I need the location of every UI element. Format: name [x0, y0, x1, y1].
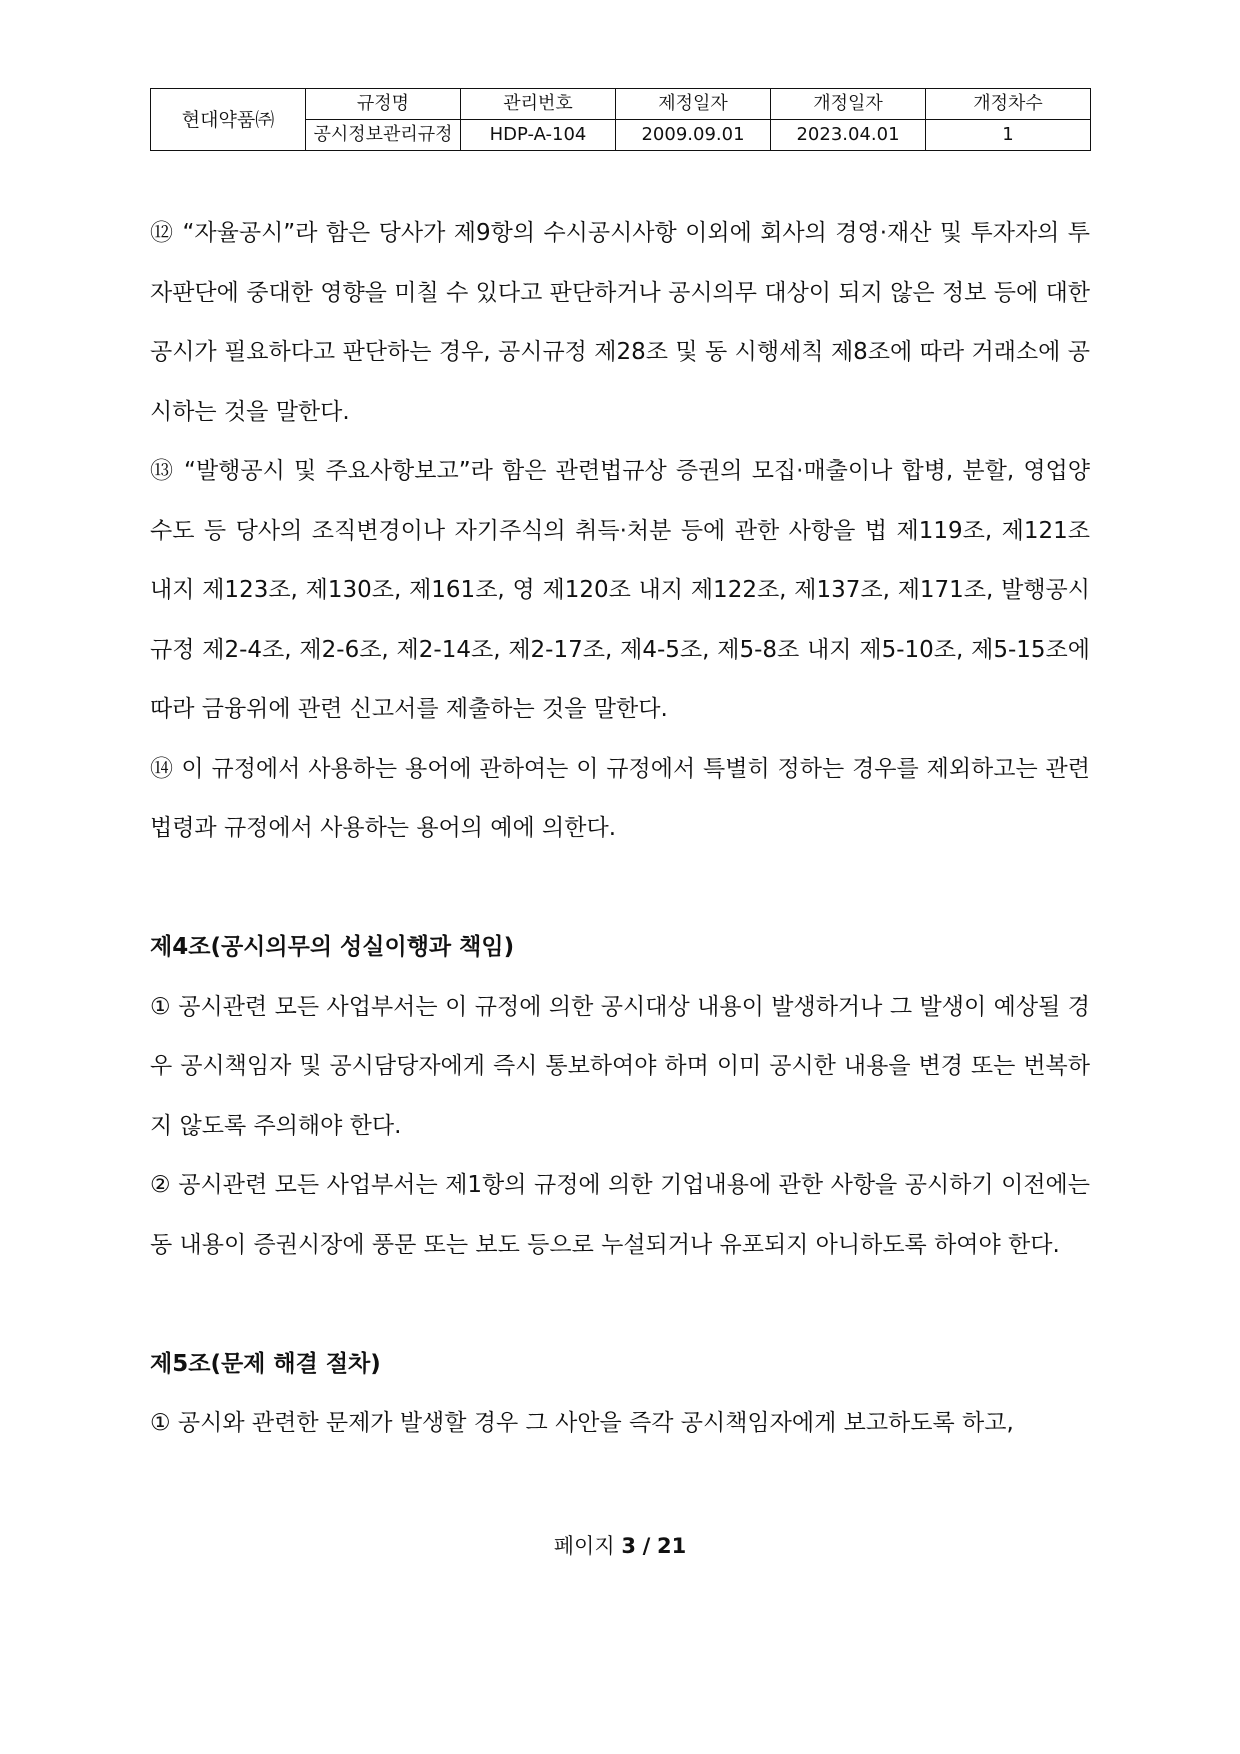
header-label-regulation-name: 규정명 — [306, 89, 461, 120]
page-label: 페이지 — [553, 1534, 615, 1558]
article-5-paragraph-1: ① 공시와 관련한 문제가 발생할 경우 그 사안을 즉각 공시책임자에게 보고하도록 하고, — [150, 1410, 1014, 1436]
document-header-table — [150, 88, 1091, 151]
article-4-heading: 제4조(공시의무의 성실이행과 책임) — [150, 934, 515, 960]
header-value-control-number: HDP-A-104 — [461, 120, 616, 151]
header-value-revision-date: 2023.04.01 — [771, 120, 926, 151]
section-gap — [150, 1275, 1090, 1335]
paragraph-12: ⑫ “자율공시”라 함은 당사가 제9항의 수시공시사항 이외에 회사의 경영·재산 및 투자자의 투자판단에 중대한 영향을 미칠 수 있다고 판단하거나 공시의무 대상이 되지 않은 정보 등에 대한 공시가 필요하다고 판단하는 경우, 공시규정 제28조 및 동 시행세칙 제8조에 따라 거래소에 공시하는 것을 말한다. — [150, 220, 1090, 425]
document-body — [150, 204, 1090, 1454]
page-number — [0, 1530, 1240, 1560]
header-value-enactment-date: 2009.09.01 — [616, 120, 771, 151]
header-label-revision-date: 개정일자 — [771, 89, 926, 120]
header-value-regulation-name: 공시정보관리규정 — [306, 120, 461, 151]
header-label-revision-number: 개정차수 — [926, 89, 1091, 120]
article-5-heading: 제5조(문제 해결 절차) — [150, 1350, 381, 1377]
header-value-revision-number: 1 — [926, 120, 1091, 151]
header-label-enactment-date: 제정일자 — [616, 89, 771, 120]
paragraph-14: ⑭ 이 규정에서 사용하는 용어에 관하여는 이 규정에서 특별히 정하는 경우를 제외하고는 관련법령과 규정에서 사용하는 용어의 예에 의한다. — [150, 755, 1090, 841]
header-label-control-number: 관리번호 — [461, 89, 616, 120]
current-page: 3 — [621, 1534, 636, 1558]
page-separator: / — [642, 1534, 651, 1558]
paragraph-13: ⑬ “발행공시 및 주요사항보고”라 함은 관련법규상 증권의 모집·매출이나 합병, 분할, 영업양수도 등 당사의 조직변경이나 자기주식의 취득·처분 등에 관한 사항을 법 제119조, 제121조 내지 제123조, 제130조, 제161조, 영 제120조 내지 제122조, 제137조, 제171조, 발행공시규정 제2-4조, 제2-6조, 제2-14조, 제2-17조, 제4-5조, 제5-8조 내지 제5-10조, 제5-15조에 따라 금융위에 관련 신고서를 제출하는 것을 말한다. — [150, 458, 1090, 722]
total-pages: 21 — [656, 1534, 687, 1558]
article-4-paragraph-2: ② 공시관련 모든 사업부서는 제1항의 규정에 의한 기업내용에 관한 사항을 공시하기 이전에는 동 내용이 증권시장에 풍문 또는 보도 등으로 누설되거나 유포되지 아니하도록 하여야 한다. — [150, 1172, 1090, 1258]
article-4-paragraph-1: ① 공시관련 모든 사업부서는 이 규정에 의한 공시대상 내용이 발생하거나 그 발생이 예상될 경우 공시책임자 및 공시담당자에게 즉시 통보하여야 하며 이미 공시한 내용을 변경 또는 번복하지 않도록 주의해야 한다. — [150, 993, 1090, 1139]
company-name: 현대약품㈜ — [151, 89, 306, 151]
section-gap — [150, 859, 1090, 919]
